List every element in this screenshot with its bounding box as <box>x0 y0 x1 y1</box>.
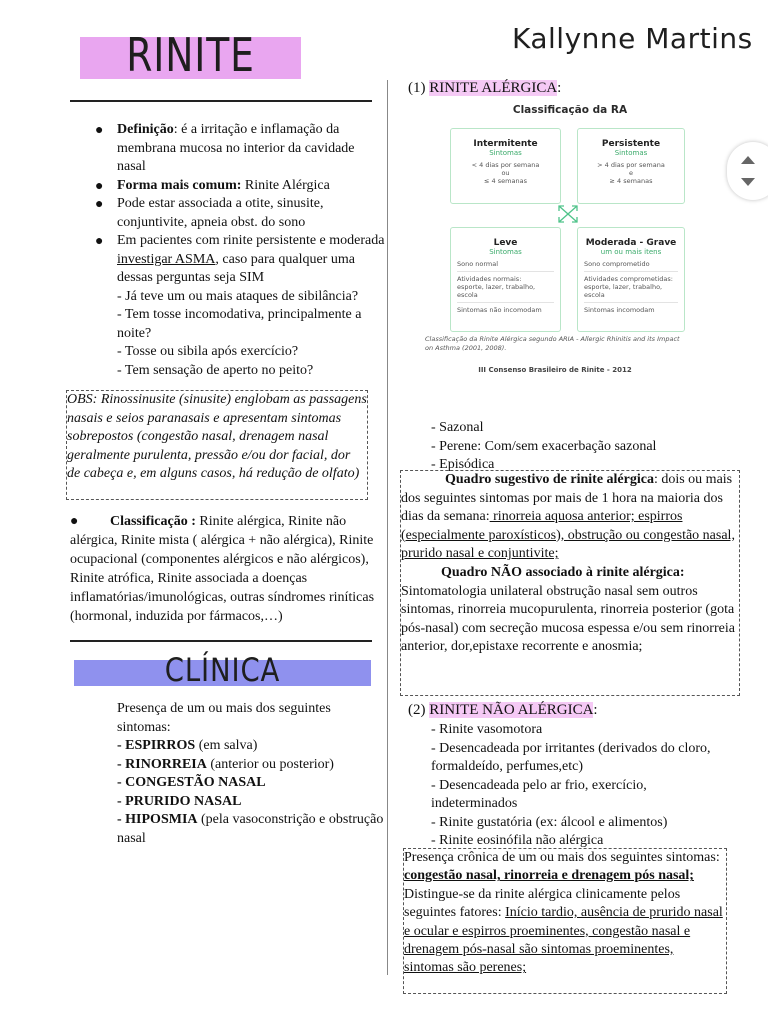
divider-clinica <box>70 640 372 642</box>
rna-title: RINITE NÃO ALÉRGICA <box>429 702 594 718</box>
quadro-sugestivo-text: : dois ou mais dos seguintes sintomas por mais de 1 hora na maioria dos dias da semana: <box>401 472 733 525</box>
card-line: > 4 dias por semana <box>597 161 665 169</box>
card-line: Sono normal <box>457 260 499 268</box>
figure-title: Classificação da RA <box>512 104 628 116</box>
card-subheading: um ou mais itens <box>600 248 662 256</box>
cronica-paragraph <box>404 849 726 886</box>
clinica-item-bold: - HIPOSMIA <box>117 812 198 827</box>
card-line: escola <box>584 291 605 299</box>
card-subheading: Sintomas <box>614 149 648 157</box>
asma-question: - Já teve um ou mais ataques de sibilância? <box>117 288 359 304</box>
card-separator <box>457 302 554 303</box>
card-line: Sono comprometido <box>584 260 650 268</box>
bullet-icon: ● <box>95 123 104 138</box>
definition-section <box>95 121 385 380</box>
classificacao-text: Rinite alérgica, Rinite não alérgica, Rinite mista ( alérgica + não alérgica), Rinite ocupacional (componentes alérgicos e não alérgicos), Rinite atrófica, Rinite associada a doenças inflamatórias/imunológicas, outras síndromes riníticas (hormonal, induzida por fármacos,…) <box>70 514 375 624</box>
quadro-nao-associado-text: Sintomatologia unilateral obstrução nasal sem outros sintomas, rinorreia mucopurulenta, rinorreia posterior (gota pós-nasal) com secreção mucosa espessa e/ou sem rinorreia anterior, dor,epistaxe recorrente e anosmia; <box>401 583 735 655</box>
rna-list <box>431 721 731 851</box>
classificacao-paragraph <box>70 512 380 626</box>
scroll-down-icon[interactable] <box>739 176 757 193</box>
card-separator <box>584 302 678 303</box>
bullet-icon: ● <box>95 178 104 194</box>
card-line: Atividades normais: <box>457 275 522 283</box>
page-scroll-control <box>727 142 768 200</box>
card-separator <box>584 271 678 272</box>
clinica-item <box>117 811 387 848</box>
card-heading: Leve <box>493 238 518 248</box>
quadro-sugestivo-title: Quadro sugestivo de rinite alérgica <box>445 472 654 487</box>
ra-tipo-item: - Episódica <box>431 457 495 472</box>
cronica-box <box>403 848 727 994</box>
obs-box: OBS: Rinossinusite (sinusite) englobam as passagens nasais e seios paranasais e apresentam sintomas sobrepostos (congestão nasal, drenagem nasal geralmente purulenta, pressão e/ou dor facial, dor de cabeça e, em alguns casos, há redução de olfato) <box>66 390 368 500</box>
quadro-sugestivo-underlined: rinorreia aquosa anterior; espirros (especialmente paroxísticos), obstrução ou congestão nasal, prurido nasal e conjuntivite; <box>401 509 735 562</box>
bullet-text: : é a irritação e inflamação da membrana mucosa no interior da cavidade nasal <box>117 122 355 174</box>
card-line: esporte, lazer, trabalho, <box>457 283 536 291</box>
clinica-item-bold: - PRURIDO NASAL <box>117 793 242 809</box>
quadro-nao-associado <box>401 564 739 583</box>
bullet-bold: Forma mais comum: <box>117 177 242 193</box>
bullet-text: Pode estar associada a otite, sinusite, conjuntivite, apneia obst. do sono <box>117 196 324 230</box>
rna-item: - Rinite eosinófila não alérgica <box>431 833 604 848</box>
column-divider <box>387 80 388 975</box>
clinica-item-text: (anterior ou posterior) <box>206 756 334 772</box>
page-title: RINITE <box>126 28 255 82</box>
asma-underlined: investigar ASMA <box>117 251 216 267</box>
card-line: e <box>629 169 633 177</box>
ra-classification-figure <box>425 102 715 382</box>
asma-question: - Tem sensação de aperto no peito? <box>117 362 314 378</box>
card-line: ≤ 4 semanas <box>484 177 527 185</box>
rna-item: - Rinite gustatória (ex: álcool e alimentos) <box>431 814 668 830</box>
card-line: escola <box>457 291 478 299</box>
card-leve <box>450 227 561 332</box>
clinica-item <box>117 737 387 756</box>
bullet-definicao <box>95 121 385 177</box>
clinica-item-bold: - RINORREIA <box>117 756 207 772</box>
divider-top <box>70 100 372 102</box>
card-subheading: Sintomas <box>489 149 522 157</box>
figure-caption: Classificação da Rinite Alérgica segundo ARIA - Allergic Rhinitis and its Impact on Asthma (2001, 2008). <box>425 335 680 352</box>
asma-text-post: , caso para qualquer uma dessas perguntas seja SIM <box>117 251 355 285</box>
clinica-item <box>117 774 387 793</box>
card-heading: Moderada - Grave <box>585 238 677 248</box>
rna-item: - Desencadeada pelo ar frio, exercício, indeterminados <box>431 777 647 811</box>
clinica-title: CLÍNICA <box>164 651 281 689</box>
clinica-list <box>117 700 387 848</box>
card-moderada-grave <box>577 227 685 332</box>
quadro-box <box>400 470 740 696</box>
card-separator <box>457 271 554 272</box>
distingue-underlined: Início tardio, ausência de prurido nasal e ocular e espirros proeminentes, congestão nasal e drenagem pós-nasal são sintomas proeminentes, sintomas são perenes; <box>404 905 723 976</box>
card-line: < 4 dias por semana <box>471 161 540 169</box>
bullet-icon: ● <box>95 234 104 249</box>
card-line: Sintomas incomodam <box>584 306 655 314</box>
rna-heading <box>408 702 598 719</box>
ra-tipo-item: - Perene: Com/sem exacerbação sazonal <box>431 438 657 454</box>
figure-source: III Consenso Brasileiro de Rinite - 2012 <box>478 366 632 374</box>
ra-colon: : <box>557 80 562 96</box>
card-subheading: Sintomas <box>489 248 522 256</box>
card-line: esporte, lazer, trabalho, <box>584 283 663 291</box>
cronica-bold: congestão nasal, rinorreia e drenagem pós nasal; <box>404 868 694 884</box>
clinica-item-bold: - CONGESTÃO NASAL <box>117 775 266 790</box>
bullet-text: Rinite Alérgica <box>241 177 330 193</box>
card-line: Sintomas não incomodam <box>457 306 542 314</box>
card-line: ou <box>501 169 510 177</box>
ra-number: (1) <box>408 80 430 96</box>
clinica-intro: Presença de um ou mais dos seguintes sintomas: <box>117 701 331 735</box>
cross-arrows-icon <box>553 202 583 226</box>
bullet-forma-comum <box>95 177 385 196</box>
bullet-asma <box>95 232 385 380</box>
card-intermitente <box>450 128 561 204</box>
rna-item: - Rinite vasomotora <box>431 722 543 737</box>
clinica-item <box>117 793 387 812</box>
quadro-sugestivo <box>401 471 739 564</box>
clinica-item-text: (pela vasoconstrição e obstrução nasal <box>117 812 384 846</box>
quadro-nao-associado-title: Quadro NÃO associado à rinite alérgica: <box>441 564 685 580</box>
bullet-bold: Definição <box>117 122 174 137</box>
clinica-item-text: (em salva) <box>195 738 258 753</box>
clinica-item <box>117 756 387 775</box>
rna-item: - Desencadeada por irritantes (derivados do cloro, formaldeído, perfumes,etc) <box>431 740 711 774</box>
asma-text-pre: Em pacientes com rinite persistente e moderada <box>117 233 385 248</box>
bullet-icon: ● <box>70 514 79 529</box>
ra-title: RINITE ALÉRGICA <box>429 80 558 96</box>
classificacao-label: Classificação : <box>109 514 196 529</box>
author-name: Kallynne Martins <box>512 22 753 55</box>
card-heading: Persistente <box>601 139 661 149</box>
ra-heading <box>408 80 561 97</box>
card-line: ≥ 4 semanas <box>609 177 653 185</box>
ra-tipo-item: - Sazonal <box>431 420 484 435</box>
distingue-text: Distingue-se da rinite alérgica clinicamente pelos seguintes fatores: <box>404 886 681 921</box>
asma-question: - Tem tosse incomodativa, principalmente a noite? <box>117 307 362 341</box>
card-heading: Intermitente <box>473 139 538 149</box>
cronica-text: Presença crônica de um ou mais dos seguintes sintomas: <box>404 850 720 865</box>
card-line: Atividades comprometidas: <box>584 275 673 283</box>
distingue-paragraph <box>404 886 726 978</box>
card-persistente <box>577 128 685 204</box>
bullet-associacoes <box>95 195 385 232</box>
ra-tipos-list <box>431 419 731 475</box>
asma-question: - Tosse ou sibila após exercício? <box>117 344 299 359</box>
clinica-item-bold: - ESPIRROS <box>117 738 196 753</box>
bullet-icon: ● <box>95 197 104 212</box>
rna-number: (2) <box>408 702 430 718</box>
scroll-up-icon[interactable] <box>739 154 757 171</box>
rna-colon: : <box>593 702 598 718</box>
